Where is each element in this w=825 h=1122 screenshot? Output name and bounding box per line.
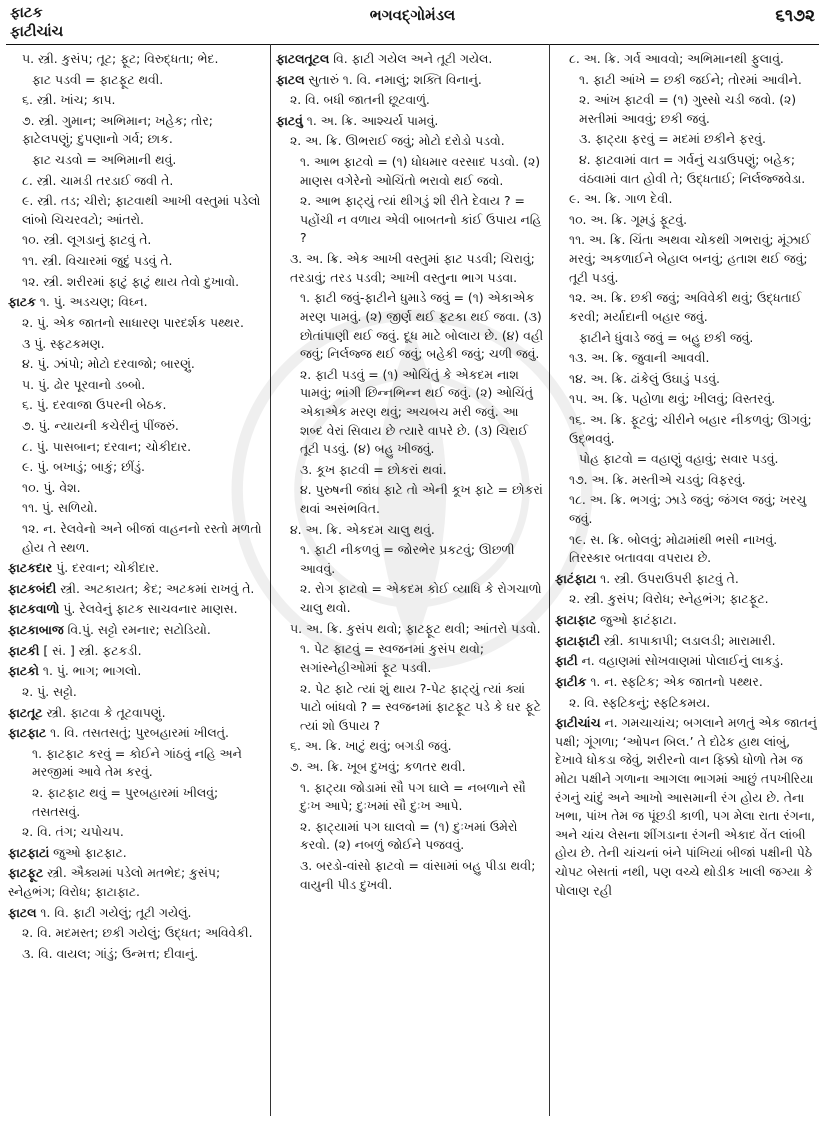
headword: ફાટફાટાં	[8, 844, 50, 860]
headword-entry: ફાટીચાંચ ન. ગમચાચાંચ; બગલાને મળતું એક જાતનું પક્ષી; ગૂંગળા; ‘ઓપન બિલ.’ તે દોઢેક હાથ લાંબું, દેખાવે ધોકડા જેવું, શરીરનો વાન ફિક્કો ધોળો તેમ જ મોટા પક્ષીને ગળાના આગલા ભાગમાં આછું તપખીરિયા રંગનું ચાંદું અને આખો આસમાની રંગ હોય છે. તેના ખભા, પાંખ તેમ જ પૂંછડી કાળી, પગ મેલા રાતા રંગના, અને ચાંચ લેસના શીંગડાના રંગની એકાદ વેંત લાંબી હોય છે. તેની ચાંચનાં બંને પાંખિયાં બીજાં પક્ષીની પેઠે ચોપટ બેસતાં નથી, પણ વચ્ચે થોડીક ખાલી જગ્યા કે પોલાણ રહી	[555, 715, 817, 898]
sense-definition: ૮. અ. ક્રિ. ગર્વ આવવો; અભિમાનથી ફુલાવું.	[569, 51, 784, 66]
sense-definition: ૪. અ. ક્રિ. એકદમ ચાલુ થવું.	[290, 521, 435, 537]
idiom-definition: ૧. ફાટફાટ કરવું = કોઈને ગાંઠવું નહિ અને મરજીમાં આવે તેમ કરવું.	[32, 745, 242, 780]
headword-entry: ફાટતૂટ સ્ત્રી. ફાટવા કે તૂટવાપણું.	[8, 704, 166, 720]
idiom-definition: ૪. ફાટવામાં વાત = ગર્વનું ચડાઉપણું; બહેક; વંઠવામાં વાત હોવી તે; ઉદ્ધતાઈ; નિર્લજ્જવેડા.	[579, 152, 806, 186]
headword: ફાટતૂટ	[8, 704, 43, 720]
sense-definition: ૬. અ. ક્રિ. ખાટું થવું; બગડી જવું.	[290, 738, 452, 754]
sense-definition: ૨. વિ. બધી જાતની છૂટવાળું.	[290, 92, 430, 108]
sense-definition: ૬. પું. દરવાજા ઉપરની બેઠક.	[22, 397, 167, 413]
sense-definition: ૨. પું. એક જાતનો સાધારણ પારદર્શક પથ્થર.	[22, 314, 244, 330]
sense-definition: ૮. પું. પાસબાન; દરવાન; ચોકીદાર.	[22, 438, 192, 454]
headword-entry: ફાટાફાટ જુઓ ફાટંફાટા.	[555, 612, 677, 628]
sense-definition: ૯. સ્ત્રી. તડ; ચીરો; ફાટવાથી આખી વસ્તુમાં પડેલો લાંબો ચિચરવટો; આંતરો.	[22, 193, 261, 227]
sense-definition: ૫. સ્ત્રી. કુસંપ; તૂટ; ફૂટ; વિરુદ્ધતા; ભેદ.	[22, 51, 219, 66]
headword: ફાટવું	[276, 112, 303, 128]
headword: ફાટકો	[8, 663, 39, 679]
headword-entry: ફાટી ન. વહાણમાં સોખવાણમાં પોલાઈનું લાકડું.	[555, 653, 784, 669]
idiom-definition: ૨. આંખ ફાટવી = (૧) ગુસ્સો ચડી જવો. (૨) મસ્તીમાં આવવું; છકી જવું.	[579, 92, 797, 126]
headword: ફાટક	[8, 294, 36, 310]
sense-definition: ૧૨. ન. રેલવેનો અને બીજાં વાહનનો રસ્તો મળતો હોય તે સ્થળ.	[22, 521, 262, 555]
headword-entry: ફાટવું ૧. અ. ક્રિ. આશ્ચર્ય પામવું.	[276, 112, 439, 128]
idiom-definition: ૧. ફાટી નીકળવું = જોરભેર પ્રકટવું; ઊછળી આવવું.	[300, 542, 515, 576]
sense-definition: ૧૦. પું. વેશ.	[22, 479, 81, 495]
headword-entry: ફાટીક ૧. ન. સ્ફટિક; એક જાતનો પથ્થર.	[555, 673, 763, 689]
idiom-definition: ૧. આભ ફાટવો = (૧) ધોધમાર વરસાદ પડવો. (૨) માણસ વગેરેનો ઓચિંતો ભરાવો થઈ જવો.	[300, 154, 541, 188]
headword: ફાટકબંદી	[8, 580, 57, 596]
sense-definition: ૧૪. અ. ક્રિ. ઢાંકેલું ઉઘાડું પડવું.	[569, 370, 720, 386]
sense-definition: ૭. અ. ક્રિ. ખૂબ દુખવું; કળતર થવી.	[290, 758, 466, 774]
idiom-definition: ૨. ફાટી પડવું = (૧) ઓચિંતું કે એકદમ નાશ પામવું; ભાંગી છિન્નભિન્ન થઈ જવું. (૨) ઓચિંતું એકાએક મરણ થવું; અચબચ મરી જવું. આ શબ્દ વેરાં સિવાય છે ત્યારે વાપરે છે. (૩) ચિરાઈ તૂટી પડવું. (૪) બહુ ખીજવું.	[300, 366, 533, 457]
idiom-definition: ૨. ફાટ્યામાં પગ ઘાલવો = (૧) દુઃખમાં ઉમેરો કરવો. (૨) નબળું જોઈને પજવવું.	[300, 818, 518, 853]
headword-entry: ફાટકદાર પું. દરવાન; ચોકીદાર.	[8, 560, 160, 576]
sense-definition: ૭. સ્ત્રી. ગુમાન; અભિમાન; ખહેક; તોર; ફાટેલપણું; દુ૫ણાનો ગર્વ; છાક.	[22, 112, 213, 147]
headword-entry: ફાટકબંદી સ્ત્રી. અટકાયત; કેદ; અટકમાં રાખવું તે.	[8, 580, 255, 596]
headword-entry: ફાટલતૂટલ વિ. ફાટી ગયેલ અને તૂટી ગયેલ.	[276, 51, 493, 66]
idiom-definition: ૨. ફાટફાટ થવું = પુરબહારમાં ખીલવું; તસતસવું.	[32, 784, 219, 819]
headword: ફાટકાબાજ	[8, 622, 64, 638]
sense-definition: ૫. પું. ઢોર પૂરવાનો ડબ્બો.	[22, 376, 146, 392]
idiom-definition: ફાટ પડવી = ફાટફૂટ થવી.	[32, 71, 164, 87]
sense-definition: ૯. પું. બખાડું; બાકું; છીંડું.	[22, 459, 145, 475]
sense-definition: ૫. અ. ક્રિ. કુસંપ થવો; ફાટફૂટ થવી; આંતરો પડવો.	[290, 620, 541, 636]
headword: ફાટલ	[276, 71, 305, 87]
idiom-definition: ૧. ફાટી જવું-ફાટીને ધુમાડે જવું = (૧) એકાએક મરણ પામવું. (૨) જીર્ણ થઈ ફટકા થઈ જવા. (૩) છોતાંપાણી થઈ જવું. દૂધ માટે બોલાય છે. (૪) વહી જવું; નિર્લજ્જ થઈ જવું; બહેકી જવું; ચળી જવું.	[300, 290, 544, 362]
sense-definition: ૧૧. પું. સળિયો.	[22, 500, 98, 516]
sense-definition: ૧૨. સ્ત્રી. શરીરમાં ફાટું ફાટું થાય તેવો દુખાવો.	[22, 273, 240, 289]
headword-entry: ફાટંફાટા ૧. સ્ત્રી. ઉપરાઉપરી ફાટવું તે.	[555, 570, 739, 586]
running-head-last-word: ફાટીચાંચ	[10, 24, 64, 40]
sense-definition: ૧૨. અ. ક્રિ. છકી જવું; અવિવેકી થવું; ઉદ્ધતાઈ કરવી; મર્યાદાની બહાર જવું.	[569, 290, 802, 324]
sense-definition: ૨. અ. ક્રિ. ઊભરાઈ જવું; મોટો દરોડો પડવો.	[290, 133, 505, 149]
sense-definition: ૧૦. સ્ત્રી. લૂગડાનું ફાટવું તે.	[22, 232, 152, 248]
headword: ફાટલતૂટલ	[276, 51, 330, 66]
sense-definition: ૮. સ્ત્રી. ચામડી તરડાઈ જવી તે.	[22, 172, 174, 188]
sense-definition: ૧૩. અ. ક્રિ. જુવાની આવવી.	[569, 350, 710, 366]
headword: ફાટફૂટ	[8, 865, 44, 881]
column-divider	[270, 44, 271, 1116]
running-head-title: ભગવદ્ગોમંડલ	[369, 6, 456, 24]
sense-definition: ૨. સ્ત્રી. કુસંપ; વિરોધ; સ્નેહભંગ; ફાટફૂટ.	[569, 591, 769, 607]
sense-definition: ૧૧. અ. ક્રિ. ચિંતા અથવા ચોકથી ગભરાવું; મૂંઝાઈ મરવું; અકળાઈને બેહાલ બનવું; હતાશ થઈ જવું; તૂટી પડવું.	[569, 232, 811, 285]
sense-definition: ૨. વિ. મદમસ્ત; છકી ગયેલું; ઉદ્ધત; અવિવેકી.	[22, 925, 253, 941]
idiom-definition: પોહ ફાટવો = વહાણું વહાવું; સવાર પડવું.	[579, 451, 779, 467]
headword: ફાટી	[555, 653, 578, 669]
idiom-definition: ૨. રોગ ફાટવો = એકદમ કોઈ વ્યાધિ કે રોગચાળો ચાલુ થવો.	[300, 581, 542, 616]
headword-entry: ફાટકી [ સં. ] સ્ત્રી. ફટકડી.	[8, 642, 142, 658]
column-3	[555, 50, 817, 902]
sense-definition: ૬. સ્ત્રી. ખાંચ; કાપ.	[22, 92, 116, 108]
headword-entry: ફાટકાબાજ વિ.પું. સટ્ટો રમનાર; સટોડિયો.	[8, 622, 211, 638]
headword-entry: ફાટકો ૧. પું. ભાગ; ભાગલો.	[8, 663, 142, 679]
sense-definition: ૧૦. અ. ક્રિ. ગૂમડું ફૂટવું.	[569, 211, 688, 227]
headword: ફાટકદાર	[8, 560, 53, 576]
column-1	[8, 50, 266, 965]
headword: ફાટીચાંચ	[555, 715, 601, 731]
header-rule	[6, 44, 819, 45]
headword-entry: ફાટફૂટ સ્ત્રી. ઐક્યમાં પડેલો મતભેદ; કુસંપ; સ્નેહભંગ; વિરોધ; ફાટાફાટ.	[8, 865, 221, 899]
column-2	[276, 50, 544, 896]
sense-definition: ૨. વિ. તંગ; ચપોચપ.	[22, 824, 124, 840]
sense-definition: ૪. પું. ઝાંપો; મોટો દરવાજો; બારણું.	[22, 356, 195, 372]
idiom-definition: ૨. આભ ફાટ્યું ત્યાં થીગડું શી રીતે દેવાય ? = પહોંચી ન વળાય એવી બાબતનો કાંઈ ઉપાય નહિ ?	[300, 193, 542, 246]
headword-entry: ફાટફાટાં જુઓ ફાટફાટ.	[8, 844, 127, 860]
page-number: ૬૧૭૨	[775, 6, 815, 26]
sense-definition: ૧૯. સ. ક્રિ. બોલવું; મોઢામાંથી ભસી નાખવું. તિરસ્કાર બતાવવા વપરાય છે.	[569, 531, 778, 566]
headword: ફાટાફાટી	[555, 632, 600, 648]
headword: ફાટાફાટ	[555, 612, 597, 628]
sense-definition: ૩ પું. સ્ફટકમણ.	[22, 335, 105, 351]
idiom-definition: ૩. ફાટ્યા ફરવું = મદમાં છકીને ફરવું.	[579, 131, 766, 147]
headword-entry: ફાટફાટ ૧. વિ. તસતસતું; પુરબહારમાં ખીલતું.	[8, 725, 229, 741]
headword: ફાટીક	[555, 673, 587, 689]
idiom-definition: ૨. પેટ ફાટે ત્યાં શું થાય ?-પેટ ફાટ્યું ત્યાં ક્યાં પાટો બાંધવો ? = સ્વજનમાં ફાટફૂટ પડે કે ઘર ફૂટે ત્યાં શો ઉપાય ?	[300, 680, 541, 733]
sense-definition: ૩. વિ. વાયલ; ગાંડું; ઉન્મત્ત; દીવાનું.	[22, 945, 199, 961]
idiom-definition: ૩. કૂખ ફાટવી = છોકરાં થવાં.	[300, 461, 447, 477]
idiom-definition: ફાટીને ધુંવાડે જવું = બહુ છકી જવું.	[579, 329, 754, 345]
sense-definition: ૨. વિ. સ્ફટિકનું; સ્ફટિકમય.	[569, 694, 711, 710]
sense-definition: ૭. પું. ન્યાયની કચેરીનું પીંજરું.	[22, 417, 179, 433]
headword-entry: ફાટલ સુતારું ૧. વિ. નમાલું; શક્તિ વિનાનું.	[276, 71, 482, 87]
idiom-definition: ૧. પેટ ફાટવું = સ્વજનમાં કુસંપ થવો; સગાંસ્નેહીઓમાં ફૂટ પડવી.	[300, 641, 484, 675]
sense-definition: ૧૭. અ. ક્રિ. મસ્તીએ ચડવું; વિફરવું.	[569, 471, 746, 487]
idiom-definition: ૧. ફાટ્યા જોડામાં સૌ પગ ઘાલે = નબળાને સૌ દુઃખ આપે; દુઃખમાં સૌ દુઃખ આપે.	[300, 779, 526, 814]
sense-definition: ૧૧. સ્ત્રી. વિચારમાં જુદું પડવું તે.	[22, 253, 173, 269]
headword: ફાટફાટ	[8, 725, 47, 741]
headword: ફાટકવાળો	[8, 601, 60, 617]
sense-definition: ૧૬. અ. ક્રિ. ફૂટવું; ચીરીને બહાર નીકળવું; ઊગવું; ઉદ્ભવવું.	[569, 411, 812, 446]
headword: ફાટકી	[8, 642, 40, 658]
sense-definition: ૩. અ. ક્રિ. એક આખી વસ્તુમાં ફાટ પડવી; ચિરાવું; તરડાવું; તરડ પડવી; આખી વસ્તુના ભાગ પડવા.	[290, 251, 535, 285]
idiom-definition: ફાટ ચડવો = અભિમાની થવું.	[32, 152, 177, 168]
sense-definition: ૨. પું. સટ્ટો.	[22, 683, 77, 699]
idiom-definition: ૩. બરડો-વાંસો ફાટવો = વાંસામાં બહુ પીડા થવી; વાયુની પીડ દુખવી.	[300, 857, 536, 892]
headword-entry: ફાટક ૧. પું. અડચણ; વિઘ્ન.	[8, 294, 148, 310]
headword-entry: ફાટાફાટી સ્ત્રી. કાપાકાપી; લડાલડી; મારામારી.	[555, 632, 776, 648]
column-divider	[549, 44, 550, 1116]
running-head-first-word: ફાટક	[10, 5, 43, 21]
sense-definition: ૯. અ. ક્રિ. ગાળ દેવી.	[569, 191, 673, 207]
headword: ફાટલ	[8, 904, 37, 920]
sense-definition: ૧૮. અ. ક્રિ. ભગવું; ઝાડે જવું; જંગલ જવું; ખરચુ જવું.	[569, 492, 807, 527]
headword-entry: ફાટકવાળો પું. રેલવેનું ફાટક સાચવનાર માણસ.	[8, 601, 238, 617]
headword: ફાટંફાટા	[555, 570, 597, 586]
idiom-definition: ૧. ફાટી આંખે = છકી જઈને; તોરમાં આવીને.	[579, 71, 802, 87]
idiom-definition: ૪. પુરુષની જાંઘ ફાટે તો એની કૂખ ફાટે = છોકરાં થવાં અસંભવિત.	[300, 482, 543, 517]
headword-entry: ફાટલ ૧. વિ. ફાટી ગયેલું; તૂટી ગયેલું.	[8, 904, 192, 920]
sense-definition: ૧૫. અ. ક્રિ. પહોળા થવું; ખીલવું; વિસ્તરવું.	[569, 391, 776, 407]
